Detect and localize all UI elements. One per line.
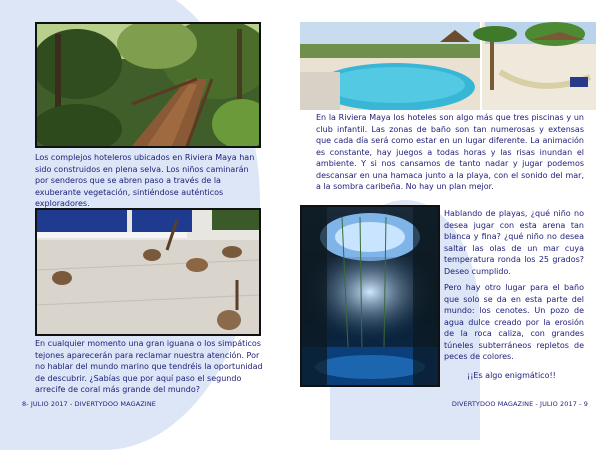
enigmatic-line: ¡¡Es algo enigmático!! [467, 371, 556, 380]
hotel-pool-photo [300, 22, 596, 110]
jungle-paragraph: Los complejos hoteleros ubicados en Riviera Maya han sido construidos en plena selva. Los niños caminarán por senderos que se abren paso a través de la exuberante vegetación, sintiéndose auténticos exploradores. [35, 153, 255, 208]
hotels-paragraph: En la Riviera Maya los hoteles son algo más que tres piscinas y un club infantil. Las zonas de baño son tan numerosas y extensas que cada día será como estar en un lugar diferente. La animación es constante, hay juegos a todas horas y las risas inundan el ambiente. Y si nos cansamos de tanto nadar y jugar podemos descansar en una hamaca junto a la playa, con el sonido del mar, a la sombra caribeña. No hay un plan mejor. [316, 113, 584, 191]
cenotes-paragraph: Pero hay otro lugar para el baño que solo se da en esta parte del mundo: los cenotes. Un pozo de agua dulce creado por la erosión de la roca caliza, con grandes túneles subterráneos repletos de peces de colores. [444, 283, 584, 361]
right-page-footer: DIVERTYDOO MAGAZINE - JULIO 2017 - 9 [451, 400, 588, 408]
beaches-paragraph: Hablando de playas, ¿qué niño no desea jugar con esta arena tan blanca y fina? ¿qué niño no desea saltar las olas de un mar cuya temperatura ronda los 25 grados? Deseo cumplido. [444, 209, 584, 276]
cenote-photo [300, 205, 440, 387]
coatis-photo [35, 208, 261, 336]
jungle-boardwalk-photo [35, 22, 261, 148]
left-page-footer: 8- JULIO 2017 - DIVERTYDOO MAGAZINE [22, 400, 156, 408]
coatis-paragraph: En cualquier momento una gran iguana o los simpáticos tejones aparecerán para reclamar nuestra atención. Por no hablar del mundo marino que tendréis la oportunidad de descubrir. ¿Sabías que por aquí paso el segundo arrecife de coral más grande del mundo? [35, 339, 263, 394]
